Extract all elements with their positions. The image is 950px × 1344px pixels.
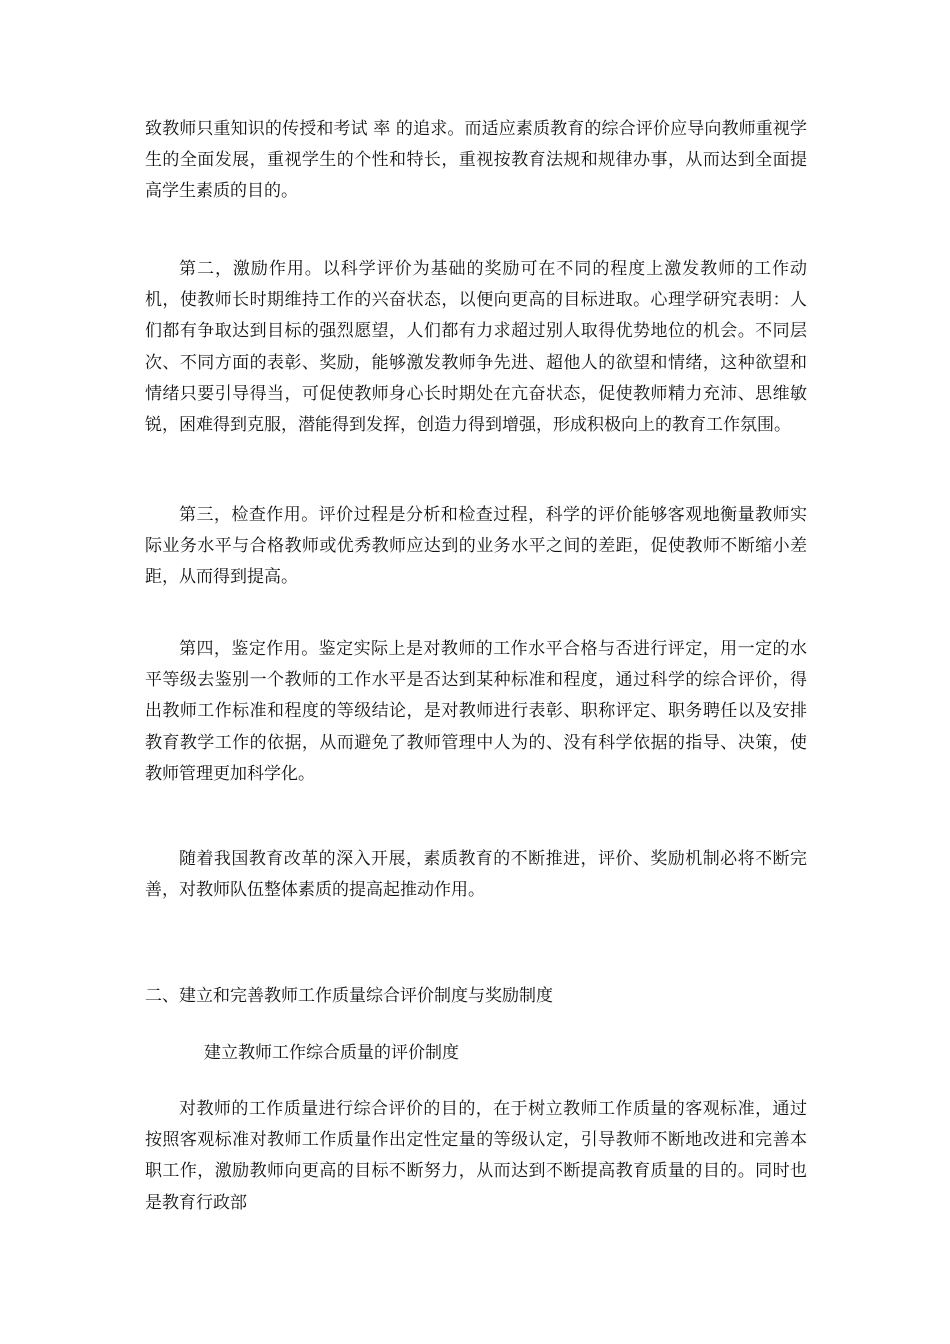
subsection-heading: 建立教师工作综合质量的评价制度 bbox=[204, 1043, 459, 1063]
section-heading: 二、建立和完善教师工作质量综合评价制度与奖励制度 bbox=[145, 986, 553, 1006]
paragraph-appraisal-function: 第四，鉴定作用。鉴定实际上是对教师的工作水平合格与否进行评定，用一定的水平等级去鉴别一个教师的工作水平是否达到某种标准和程度，通过科学的综合评价，得出教师工作标准和程度的等级结论，是对教师进行表彰、职称评定、职务聘任以及安排教育教学工作的依据，从而避免了教师管理中人为的、没有科学依据的指导、决策，使教师管理更加科学化。 bbox=[145, 639, 807, 784]
paragraph-incentive-function: 第二，激励作用。以科学评价为基础的奖励可在不同的程度上激发教师的工作动机，使教师长时期维持工作的兴奋状态，以便向更高的目标进取。心理学研究表明：人们都有争取达到目标的强烈愿望，人们都有力求超过别人取得优势地位的机会。不同层次、不同方面的表彰、奖励，能够激发教师争先进、超他人的欲望和情绪，这种欲望和情绪只要引导得当，可促使教师身心长时期处在亢奋状态，促使教师精力充沛、思维敏锐，困难得到克服，潜能得到发挥，创造力得到增强，形成积极向上的教育工作氛围。 bbox=[145, 259, 807, 436]
paragraph-inspection-function: 第三，检查作用。评价过程是分析和检查过程，科学的评价能够客观地衡量教师实际业务水平与合格教师或优秀教师应达到的业务水平之间的差距，促使教师不断缩小差距，从而得到提高。 bbox=[145, 505, 807, 588]
paragraph-conclusion: 随着我国教育改革的深入开展，素质教育的不断推进，评价、奖励机制必将不断完善，对教师队伍整体素质的提高起推动作用。 bbox=[145, 849, 807, 901]
paragraph-evaluation-purpose: 对教师的工作质量进行综合评价的目的，在于树立教师工作质量的客观标准，通过按照客观标准对教师工作质量作出定性定量的等级认定，引导教师不断地改进和完善本职工作，激励教师向更高的目标不断努力，从而达到不断提高教育质量的目的。同时也是教育行政部 bbox=[145, 1099, 807, 1213]
paragraph-continuation: 致教师只重知识的传授和考试 率 的追求。而适应素质教育的综合评价应导向教师重视学生的全面发展，重视学生的个性和特长，重视按教育法规和规律办事，从而达到全面提高学生素质的目的。 bbox=[145, 119, 807, 202]
